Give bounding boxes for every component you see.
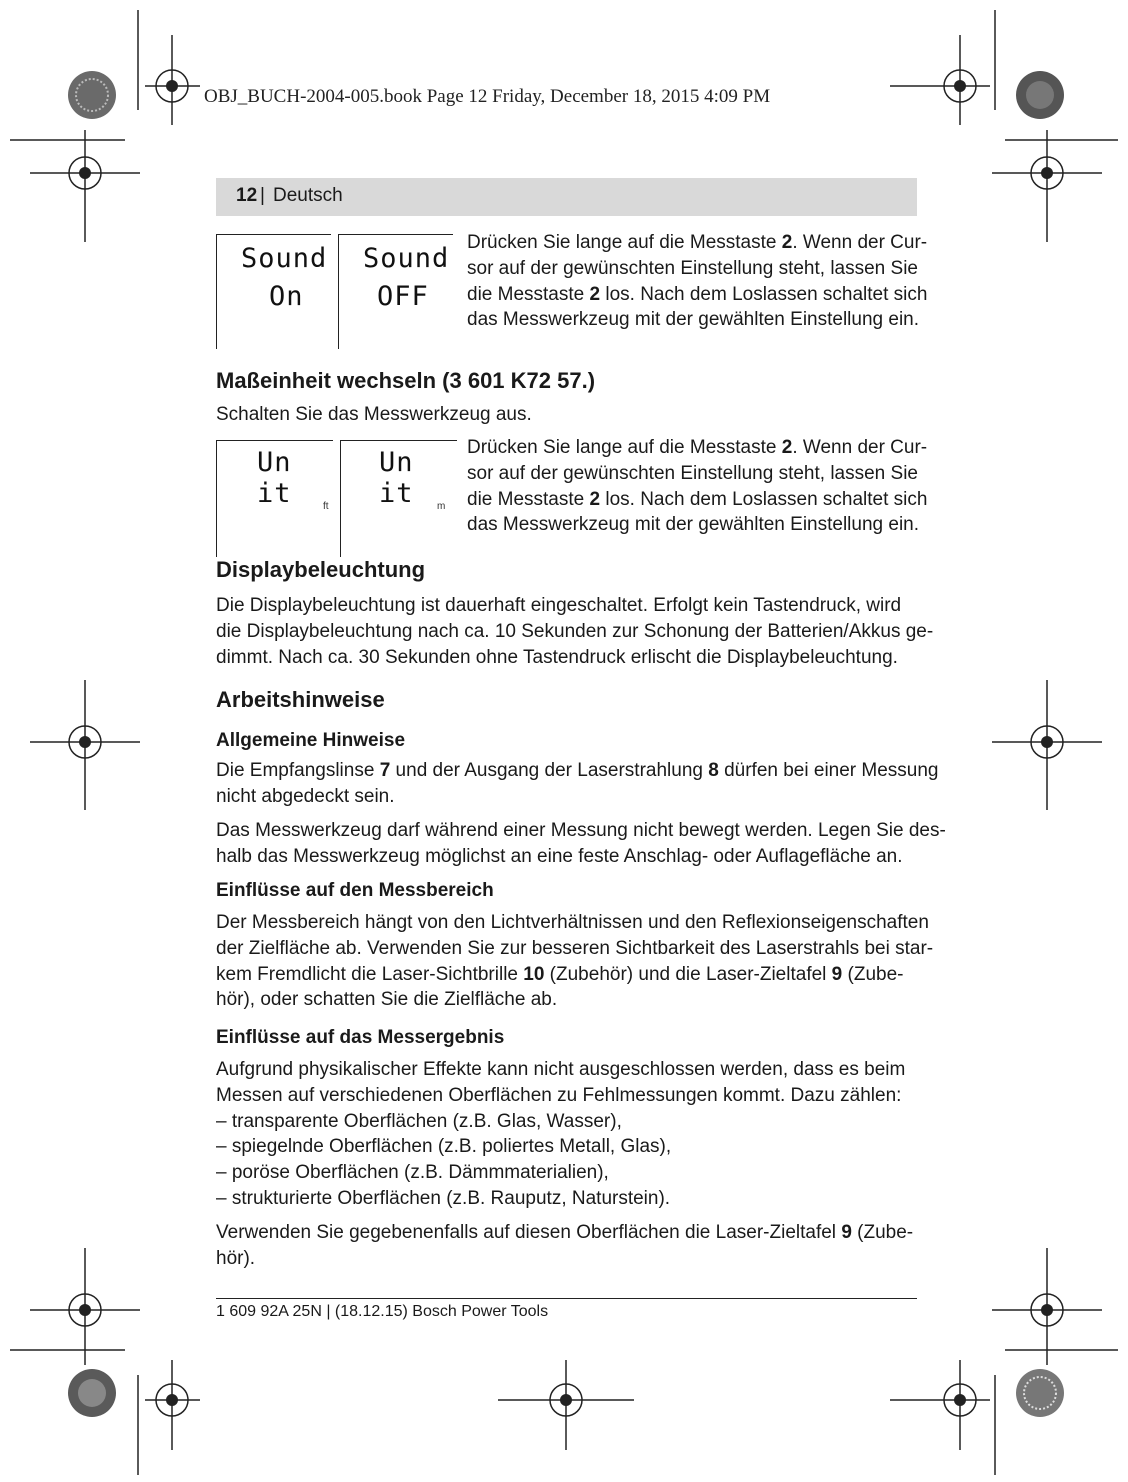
measuring-range-text: Der Messbereich hängt von den Lichtverhältnissen und den Reflexionseigenschaften der Zielfläche ab. Verwenden Sie zur besseren Sichtbarkeit des Laserstrahls bei star- kem Fremdlicht die Laser-Sichtbrille 10 (Zubehör) und die Laser-Zieltafel 9 (Zube- hör), oder schatten Sie die Zielfläche ab. (216, 912, 934, 1011)
backlight-text: Die Displaybeleuchtung ist dauerhaft eingeschaltet. Erfolgt kein Tastendruck, wird die Displaybeleuchtung nach ca. 10 Sekunden zur Schonung der Batterien/Akkus ge- dimmt. Nach ca. 30 Sekunden ohne Tastendruck erlischt die Displaybeleuchtung. (216, 595, 934, 668)
heading-measuring-range: Einflüsse auf den Messbereich (216, 880, 494, 901)
display-unit-m: Un it m (340, 440, 457, 557)
measuring-result-text2: Verwenden Sie gegebenenfalls auf diesen Oberflächen die Laser-Zieltafel 9 (Zube- hör). (216, 1222, 914, 1269)
header-separator: | (260, 185, 265, 206)
unit-intro: Schalten Sie das Messwerkzeug aus. (216, 404, 532, 425)
display-unit-ft: Un it ft (216, 440, 333, 557)
general-notes-para1: Die Empfangslinse 7 und der Ausgang der Laserstrahlung 8 dürfen bei einer Messung nicht abgedeckt sein. (216, 760, 939, 807)
measuring-result-text: Aufgrund physikalischer Effekte kann nicht ausgeschlossen werden, dass es beim Messen auf verschiedenen Oberflächen zu Fehlmessungen kommt. Dazu zählen: – transparente Oberflächen (z.B. Glas, Wasser), – spiegelnde Oberflächen (z.B. poliertes Metall, Glas), – poröse Oberflächen (z.B. Dämmmaterialien), – strukturierte Oberflächen (z.B. Rauputz, Naturstein). (216, 1059, 906, 1209)
footer-rule (216, 1298, 917, 1299)
heading-general-notes: Allgemeine Hinweise (216, 730, 406, 751)
print-slug-line: OBJ_BUCH-2004-005.book Page 12 Friday, December 18, 2015 4:09 PM (204, 86, 771, 107)
heading-unit-change: Maßeinheit wechseln (3 601 K72 57.) (216, 368, 596, 393)
page-footer: 1 609 92A 25N | (18.12.15) Bosch Power Tools (216, 1303, 549, 1320)
general-notes-para2: Das Messwerkzeug darf während einer Messung nicht bewegt werden. Legen Sie des- halb das Messwerkzeug möglichst an eine feste Anschlag- oder Auflagefläche an. (216, 820, 946, 867)
sound-instructions: Drücken Sie lange auf die Messtaste 2. Wenn der Cur- sor auf der gewünschten Einstellung steht, lassen Sie die Messtaste 2 los. Nach dem Loslassen schaltet sich das Messwerkzeug mit der gewählten Einstellung ein. (467, 232, 928, 331)
display-sound-off: Sound OFF (338, 234, 453, 349)
display-sound-on: Sound On (216, 234, 331, 349)
page-header (216, 178, 917, 216)
heading-measuring-result: Einflüsse auf das Messergebnis (216, 1027, 505, 1048)
heading-work-notes: Arbeitshinweise (216, 687, 385, 712)
heading-backlight: Displaybeleuchtung (216, 557, 426, 582)
header-language: Deutsch (273, 185, 343, 206)
page-number: 12 (236, 185, 258, 206)
unit-instructions: Drücken Sie lange auf die Messtaste 2. Wenn der Cur- sor auf der gewünschten Einstellung steht, lassen Sie die Messtaste 2 los. Nach dem Loslassen schaltet sich das Messwerkzeug mit der gewählten Einstellung ein. (467, 437, 928, 536)
